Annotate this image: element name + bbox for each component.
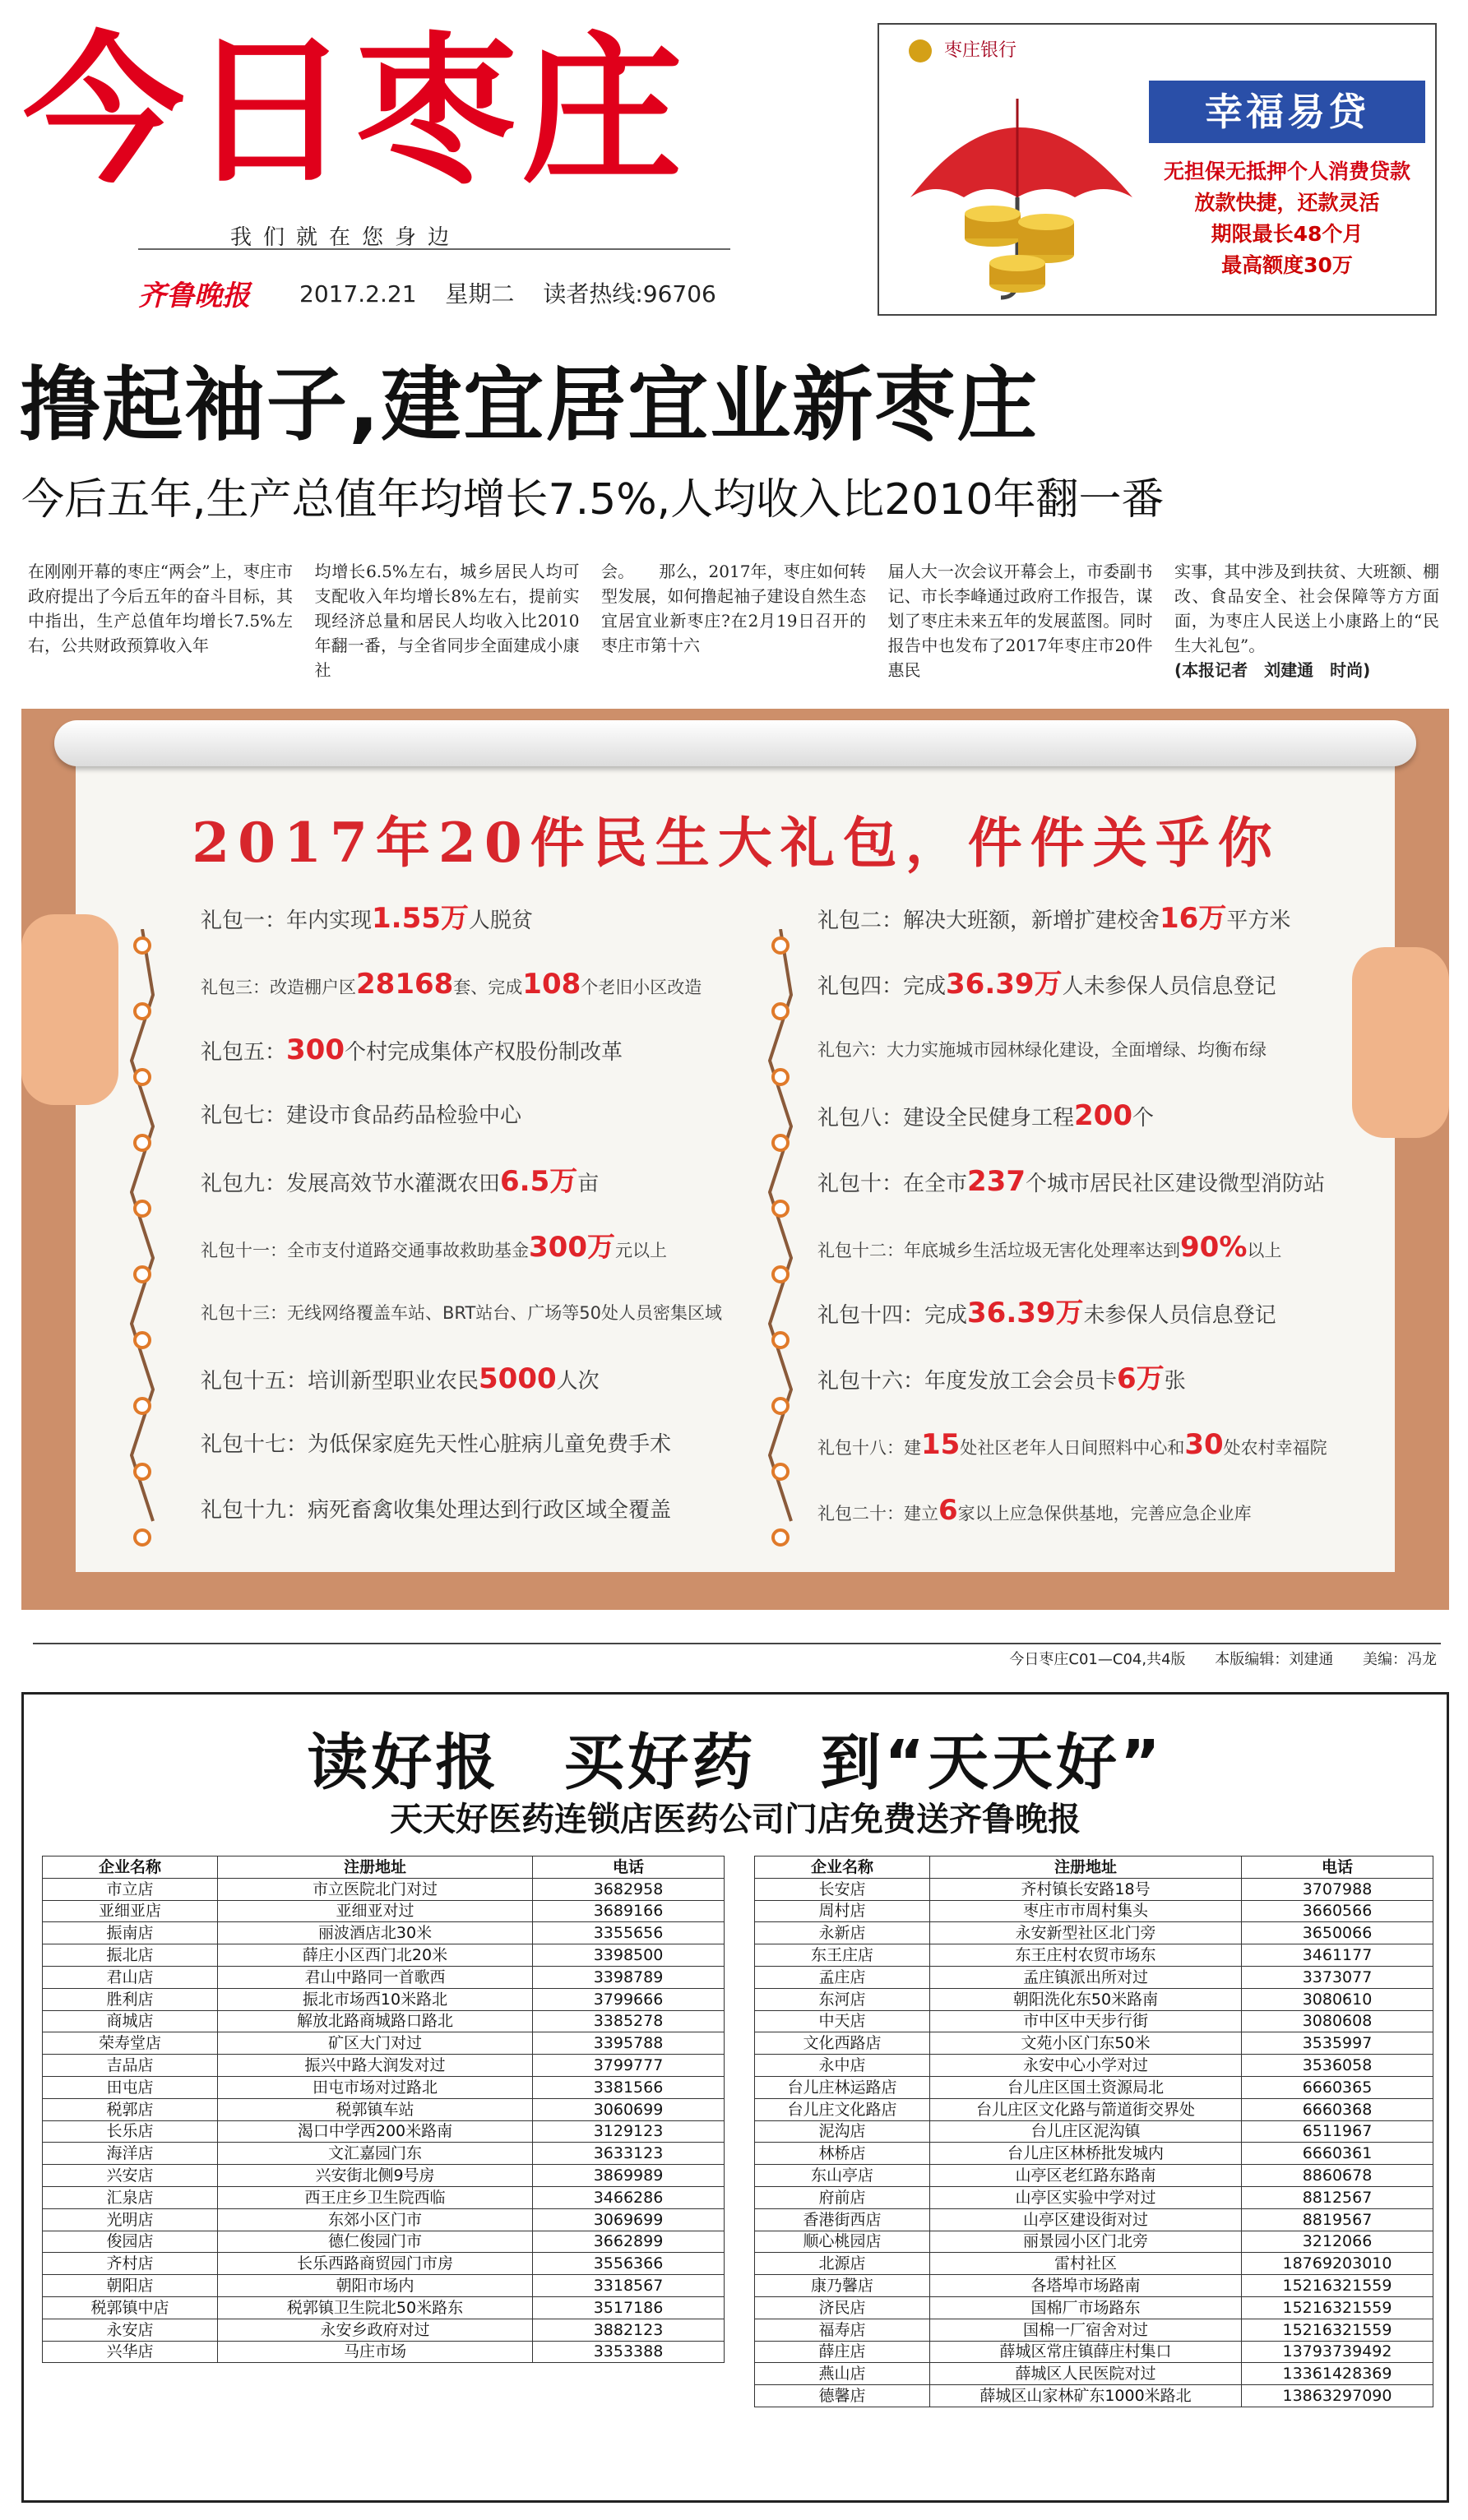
table-row xyxy=(755,2341,1433,2363)
store-name: 东王庄店 xyxy=(755,1944,930,1967)
store-address: 雷村社区 xyxy=(930,2253,1242,2275)
gift-item: 礼包五：300个村完成集体产权股份制改革 xyxy=(201,1033,623,1066)
store-phone: 3633123 xyxy=(533,2143,725,2165)
masthead xyxy=(23,18,854,312)
store-name: 台儿庄文化路店 xyxy=(755,2098,930,2120)
store-address: 永安乡政府对过 xyxy=(218,2319,533,2341)
table-row xyxy=(755,2055,1433,2077)
store-address: 矿区大门对过 xyxy=(218,2032,533,2055)
store-phone: 3682958 xyxy=(533,1878,725,1900)
gift-item: 礼包四：完成36.39万人未参保人员信息登记 xyxy=(817,968,1276,1001)
store-address: 君山中路同一首歌西 xyxy=(218,1966,533,1988)
store-name: 汇泉店 xyxy=(43,2186,218,2208)
table-row xyxy=(755,2275,1433,2297)
store-name: 商城店 xyxy=(43,2010,218,2032)
store-name: 泥沟店 xyxy=(755,2120,930,2143)
store-phone: 3556366 xyxy=(533,2253,725,2275)
article-text: 均增长6.5%左右，城乡居民人均可支配收入年均增长8%左右，提前实现经济总量和居民人均收入比2010年翻一番，与全省同步全面建成小康社 xyxy=(314,562,580,680)
table-row xyxy=(43,2231,725,2253)
table-row xyxy=(755,2319,1433,2341)
store-address: 丽波酒店北30米 xyxy=(218,1922,533,1944)
table-row xyxy=(755,2253,1433,2275)
store-name: 荣寿堂店 xyxy=(43,2032,218,2055)
designer-info: 美编：冯龙 xyxy=(1363,1651,1437,1668)
table-row xyxy=(755,2186,1433,2208)
store-phone: 3060699 xyxy=(533,2098,725,2120)
store-name: 吉品店 xyxy=(43,2055,218,2077)
right-hand-icon xyxy=(1352,947,1449,1138)
store-name: 海洋店 xyxy=(43,2143,218,2165)
bank-name xyxy=(909,36,1016,62)
bank-advertisement xyxy=(878,23,1437,316)
store-phone: 3799666 xyxy=(533,1988,725,2010)
store-phone: 3517186 xyxy=(533,2296,725,2319)
article-column xyxy=(601,559,866,689)
store-address: 齐村镇长安路18号 xyxy=(930,1878,1242,1900)
table-row xyxy=(755,1878,1433,1900)
store-name: 燕山店 xyxy=(755,2363,930,2385)
store-name: 济民店 xyxy=(755,2296,930,2319)
gift-item: 礼包十八：建15处社区老年人日间照料中心和30处农村幸福院 xyxy=(817,1428,1327,1461)
store-phone: 3212066 xyxy=(1242,2231,1433,2253)
table-row xyxy=(755,2363,1433,2385)
store-name: 林桥店 xyxy=(755,2143,930,2165)
store-name: 兴华店 xyxy=(43,2341,218,2363)
table-row xyxy=(43,2010,725,2032)
store-phone: 6511967 xyxy=(1242,2120,1433,2143)
store-name: 福寿店 xyxy=(755,2319,930,2341)
pharmacy-ad-subtitle: 天天好医药连锁店医药公司门店免费送齐鲁晚报 xyxy=(390,1801,1081,1838)
table-row xyxy=(43,2032,725,2055)
store-address: 亚细亚对过 xyxy=(218,1900,533,1922)
table-row xyxy=(755,2010,1433,2032)
store-address: 税郭镇卫生院北50米路东 xyxy=(218,2296,533,2319)
ad-details xyxy=(1141,156,1433,281)
store-phone: 3398500 xyxy=(533,1944,725,1967)
store-address: 台儿庄区林桥批发城内 xyxy=(930,2143,1242,2165)
store-address: 东郊小区门市 xyxy=(218,2208,533,2231)
issue-date: 2017.2.21 xyxy=(299,280,417,307)
store-table-left xyxy=(42,1856,725,2363)
store-phone: 15216321559 xyxy=(1242,2319,1433,2341)
store-name: 长安店 xyxy=(755,1878,930,1900)
page-divider xyxy=(33,1643,1441,1644)
table-row xyxy=(43,2253,725,2275)
store-name: 中天店 xyxy=(755,2010,930,2032)
table-row xyxy=(43,1944,725,1967)
article-text: 会。 那么，2017年，枣庄如何转型发展，如何撸起袖子建设自然生态宜居宜业新枣庄?在2月19日召开的枣庄市第十六 xyxy=(601,562,866,655)
store-address: 东王庄村农贸市场东 xyxy=(930,1944,1242,1967)
store-name: 胜利店 xyxy=(43,1988,218,2010)
store-name: 税郭镇中店 xyxy=(43,2296,218,2319)
store-address: 德仁俊园门市 xyxy=(218,2231,533,2253)
article-text: 届人大一次会议开幕会上，市委副书记、市长李峰通过政府工作报告，谋划了枣庄未来五年的发展蓝图。同时报告中也发布了2017年枣庄市20件惠民 xyxy=(887,562,1153,680)
store-phone: 3381566 xyxy=(533,2076,725,2098)
store-address: 台儿庄区文化路与箭道街交界处 xyxy=(930,2098,1242,2120)
store-name: 俊园店 xyxy=(43,2231,218,2253)
gift-item: 礼包十九：病死畜禽收集处理达到行政区域全覆盖 xyxy=(201,1498,672,1523)
store-phone: 3395788 xyxy=(533,2032,725,2055)
gift-item: 礼包十二：年底城乡生活垃圾无害化处理率达到90%以上 xyxy=(817,1231,1282,1264)
gift-item: 礼包二十：建立6家以上应急保供基地，完善应急企业库 xyxy=(817,1494,1252,1527)
store-address: 渴口中学西200米路南 xyxy=(218,2120,533,2143)
column-header: 企业名称 xyxy=(755,1856,930,1879)
article-body xyxy=(28,559,1439,689)
article-text: 实事，其中涉及到扶贫、大班额、棚改、食品安全、社会保障等方方面面，为枣庄人民送上小康路上的“民生大礼包”。 xyxy=(1174,562,1439,655)
editor-info: 本版编辑：刘建通 xyxy=(1215,1651,1334,1668)
article-text: 在刚刚开幕的枣庄“两会”上，枣庄市政府提出了今后五年的奋斗目标，其中指出，生产总值年均增长7.5%左右，公共财政预算收入年 xyxy=(28,562,293,655)
table-row xyxy=(43,2098,725,2120)
article-column xyxy=(888,559,1153,689)
store-address: 西王庄乡卫生院西临 xyxy=(218,2186,533,2208)
gift-item: 礼包二：解决大班额，新增扩建校舍16万平方米 xyxy=(817,902,1291,935)
gift-item: 礼包八：建设全民健身工程200个 xyxy=(817,1099,1155,1132)
gift-item: 礼包十一：全市支付道路交通事故救助基金300万元以上 xyxy=(201,1231,667,1264)
table-row xyxy=(43,2296,725,2319)
table-row xyxy=(755,2208,1433,2231)
gift-item: 礼包十六：年度发放工会会员卡6万张 xyxy=(817,1362,1186,1395)
scroll-rod xyxy=(54,720,1416,766)
gift-item: 礼包九：发展高效节水灌溉农田6.5万亩 xyxy=(201,1165,600,1198)
store-phone: 3689166 xyxy=(533,1900,725,1922)
store-name: 兴安店 xyxy=(43,2165,218,2187)
ad-line: 放款快捷，还款灵活 xyxy=(1194,191,1380,215)
store-address: 薛城区山家林矿东1000米路北 xyxy=(930,2385,1242,2407)
ad-line: 最高额度30万 xyxy=(1221,253,1353,277)
sub-headline: 今后五年,生产总值年均增长7.5%,人均收入比2010年翻一番 xyxy=(21,475,1165,525)
store-phone: 3129123 xyxy=(533,2120,725,2143)
store-address: 振兴中路大润发对过 xyxy=(218,2055,533,2077)
store-phone: 3080610 xyxy=(1242,1988,1433,2010)
gift-item: 礼包十：在全市237个城市居民社区建设微型消防站 xyxy=(817,1165,1326,1198)
gift-item: 礼包七：建设市食品药品检验中心 xyxy=(201,1103,522,1128)
store-name: 田屯店 xyxy=(43,2076,218,2098)
store-phone: 3662899 xyxy=(533,2231,725,2253)
slogan: 我们就在您身边 xyxy=(230,225,461,250)
issue-weekday: 星期二 xyxy=(445,280,515,307)
table-row xyxy=(755,1900,1433,1922)
store-address: 丽景园小区门北旁 xyxy=(930,2231,1242,2253)
table-row xyxy=(43,2186,725,2208)
store-address: 台儿庄区泥沟镇 xyxy=(930,2120,1242,2143)
store-address: 文汇嘉园门东 xyxy=(218,2143,533,2165)
edition-info: 今日枣庄C01—C04,共4版 xyxy=(1009,1651,1186,1668)
byline: (本报记者 刘建通 时尚) xyxy=(1174,660,1371,680)
ad-title: 幸福易贷 xyxy=(1149,81,1425,143)
store-address: 台儿庄区国土资源局北 xyxy=(930,2076,1242,2098)
article-column xyxy=(28,559,293,689)
store-phone: 3318567 xyxy=(533,2275,725,2297)
store-name: 康乃馨店 xyxy=(755,2275,930,2297)
store-phone: 3373077 xyxy=(1242,1966,1433,1988)
column-header: 注册地址 xyxy=(218,1856,533,1879)
livelihood-infographic xyxy=(21,709,1449,1610)
bank-name-text: 枣庄银行 xyxy=(944,40,1017,61)
store-phone: 3461177 xyxy=(1242,1944,1433,1967)
store-address: 税郭镇车站 xyxy=(218,2098,533,2120)
store-phone: 3660566 xyxy=(1242,1900,1433,1922)
gift-item: 礼包六：大力实施城市园林绿化建设，全面增绿、均衡布绿 xyxy=(817,1040,1267,1060)
store-name: 德馨店 xyxy=(755,2385,930,2407)
store-phone: 3466286 xyxy=(533,2186,725,2208)
store-phone: 13793739492 xyxy=(1242,2341,1433,2363)
store-address: 枣庄市市周村集头 xyxy=(930,1900,1242,1922)
store-address: 解放北路商城路口路北 xyxy=(218,2010,533,2032)
right-chain-icon xyxy=(768,929,793,1562)
store-name: 香港街西店 xyxy=(755,2208,930,2231)
store-phone: 6660361 xyxy=(1242,2143,1433,2165)
store-address: 朝阳洗化东50米路南 xyxy=(930,1988,1242,2010)
table-row xyxy=(43,2341,725,2363)
table-row xyxy=(755,2120,1433,2143)
pharmacy-ad-title: 读好报 买好药 到“天天好” xyxy=(307,1727,1164,1798)
store-phone: 3069699 xyxy=(533,2208,725,2231)
table-row xyxy=(43,2076,725,2098)
column-header: 注册地址 xyxy=(930,1856,1242,1879)
table-row xyxy=(755,1988,1433,2010)
store-name: 周村店 xyxy=(755,1900,930,1922)
store-phone: 3869989 xyxy=(533,2165,725,2187)
store-address: 孟庄镇派出所对过 xyxy=(930,1966,1242,1988)
store-name: 文化西路店 xyxy=(755,2032,930,2055)
table-row xyxy=(755,2032,1433,2055)
store-phone: 15216321559 xyxy=(1242,2296,1433,2319)
store-address: 田屯市场对过路北 xyxy=(218,2076,533,2098)
column-header: 企业名称 xyxy=(43,1856,218,1879)
ad-line: 无担保无抵押个人消费贷款 xyxy=(1163,160,1410,183)
table-row xyxy=(755,2231,1433,2253)
store-address: 振北市场西10米路北 xyxy=(218,1988,533,2010)
table-row xyxy=(43,2143,725,2165)
store-name: 台儿庄林运路店 xyxy=(755,2076,930,2098)
store-name: 齐村店 xyxy=(43,2253,218,2275)
store-name: 税郭店 xyxy=(43,2098,218,2120)
table-row xyxy=(43,1878,725,1900)
store-phone: 8812567 xyxy=(1242,2186,1433,2208)
table-row xyxy=(43,2208,725,2231)
store-phone: 3398789 xyxy=(533,1966,725,1988)
store-phone: 18769203010 xyxy=(1242,2253,1433,2275)
left-chain-icon xyxy=(130,929,155,1562)
store-address: 各塔埠市场路南 xyxy=(930,2275,1242,2297)
store-name: 东河店 xyxy=(755,1988,930,2010)
store-address: 长乐西路商贸园门市房 xyxy=(218,2253,533,2275)
store-name: 市立店 xyxy=(43,1878,218,1900)
store-address: 国棉一厂宿舍对过 xyxy=(930,2319,1242,2341)
store-name: 振北店 xyxy=(43,1944,218,1967)
table-row xyxy=(43,1966,725,1988)
store-phone: 13863297090 xyxy=(1242,2385,1433,2407)
store-name: 永中店 xyxy=(755,2055,930,2077)
article-column xyxy=(315,559,580,689)
store-name: 长乐店 xyxy=(43,2120,218,2143)
table-row xyxy=(755,2165,1433,2187)
gift-item: 礼包十三：无线网络覆盖车站、BRT站台、广场等50处人员密集区域 xyxy=(201,1303,723,1323)
store-phone: 3650066 xyxy=(1242,1922,1433,1944)
store-name: 亚细亚店 xyxy=(43,1900,218,1922)
column-header: 电话 xyxy=(533,1856,725,1879)
store-address: 山亭区老红路东路南 xyxy=(930,2165,1242,2187)
store-address: 兴安街北侧9号房 xyxy=(218,2165,533,2187)
store-address: 国棉厂市场路东 xyxy=(930,2296,1242,2319)
store-table-right xyxy=(754,1856,1433,2407)
page-footer xyxy=(984,1648,1437,1669)
store-address: 市中区中天步行街 xyxy=(930,2010,1242,2032)
gift-item: 礼包十七：为低保家庭先天性心脏病儿童免费手术 xyxy=(201,1432,672,1457)
table-row xyxy=(43,2120,725,2143)
store-phone: 13361428369 xyxy=(1242,2363,1433,2385)
store-name: 光明店 xyxy=(43,2208,218,2231)
store-phone: 3353388 xyxy=(533,2341,725,2363)
article-column xyxy=(1174,559,1439,689)
store-name: 顺心桃园店 xyxy=(755,2231,930,2253)
store-name: 永新店 xyxy=(755,1922,930,1944)
store-phone: 8860678 xyxy=(1242,2165,1433,2187)
store-address: 市立医院北门对过 xyxy=(218,1878,533,1900)
table-row xyxy=(43,1922,725,1944)
brand-logo-text: 齐鲁晚报 xyxy=(138,280,250,312)
store-phone: 6660365 xyxy=(1242,2076,1433,2098)
store-phone: 3080608 xyxy=(1242,2010,1433,2032)
store-address: 薛庄小区西门北20米 xyxy=(218,1944,533,1967)
table-row xyxy=(43,2275,725,2297)
table-row xyxy=(43,2165,725,2187)
store-phone: 3882123 xyxy=(533,2319,725,2341)
table-row xyxy=(43,2319,725,2341)
store-address: 文苑小区门东50米 xyxy=(930,2032,1242,2055)
store-name: 朝阳店 xyxy=(43,2275,218,2297)
store-address: 薛城区常庄镇薛庄村集口 xyxy=(930,2341,1242,2363)
store-name: 振南店 xyxy=(43,1922,218,1944)
store-phone: 3385278 xyxy=(533,2010,725,2032)
column-header: 电话 xyxy=(1242,1856,1433,1879)
store-phone: 3535997 xyxy=(1242,2032,1433,2055)
store-phone: 8819567 xyxy=(1242,2208,1433,2231)
store-phone: 3355656 xyxy=(533,1922,725,1944)
bank-logo-icon xyxy=(909,39,932,62)
store-name: 北源店 xyxy=(755,2253,930,2275)
issue-meta xyxy=(299,276,738,309)
reader-hotline: 读者热线:96706 xyxy=(543,280,716,307)
table-row xyxy=(755,1944,1433,1967)
store-address: 山亭区建设街对过 xyxy=(930,2208,1242,2231)
store-address: 朝阳市场内 xyxy=(218,2275,533,2297)
gift-item: 礼包十五：培训新型职业农民5000人次 xyxy=(201,1362,600,1395)
table-row xyxy=(755,2076,1433,2098)
table-row xyxy=(755,2385,1433,2407)
store-address: 薛城区人民医院对过 xyxy=(930,2363,1242,2385)
store-phone: 15216321559 xyxy=(1242,2275,1433,2297)
table-row xyxy=(755,2296,1433,2319)
umbrella-coins-icon xyxy=(894,74,1141,312)
gift-item: 礼包十四：完成36.39万未参保人员信息登记 xyxy=(817,1297,1276,1329)
table-row xyxy=(755,1922,1433,1944)
table-row xyxy=(43,1988,725,2010)
store-phone: 3707988 xyxy=(1242,1878,1433,1900)
table-row xyxy=(43,1900,725,1922)
store-name: 君山店 xyxy=(43,1966,218,1988)
store-address: 山亭区实验中学对过 xyxy=(930,2186,1242,2208)
pharmacy-advertisement xyxy=(21,1692,1449,2503)
table-row xyxy=(755,2143,1433,2165)
store-phone: 3536058 xyxy=(1242,2055,1433,2077)
table-row xyxy=(43,2055,725,2077)
store-address: 永安中心小学对过 xyxy=(930,2055,1242,2077)
store-address: 永安新型社区北门旁 xyxy=(930,1922,1242,1944)
gift-item: 礼包一：年内实现1.55万人脱贫 xyxy=(201,902,533,935)
newspaper-title: 今日枣庄 xyxy=(23,18,688,206)
masthead-divider xyxy=(138,248,730,250)
store-name: 东山亭店 xyxy=(755,2165,930,2187)
store-name: 永安店 xyxy=(43,2319,218,2341)
table-row xyxy=(755,1966,1433,1988)
store-phone: 6660368 xyxy=(1242,2098,1433,2120)
infographic-title: 2017年20件民生大礼包，件件关乎你 xyxy=(192,811,1280,875)
store-address: 马庄市场 xyxy=(218,2341,533,2363)
ad-line: 期限最长48个月 xyxy=(1211,222,1364,246)
left-hand-icon xyxy=(21,914,118,1105)
table-row xyxy=(755,2098,1433,2120)
store-name: 薛庄店 xyxy=(755,2341,930,2363)
main-headline: 撸起袖子,建宜居宜业新枣庄 xyxy=(20,358,1040,452)
store-name: 孟庄店 xyxy=(755,1966,930,1988)
store-phone: 3799777 xyxy=(533,2055,725,2077)
gift-item: 礼包三：改造棚户区28168套、完成108个老旧小区改造 xyxy=(201,968,702,1001)
store-name: 府前店 xyxy=(755,2186,930,2208)
